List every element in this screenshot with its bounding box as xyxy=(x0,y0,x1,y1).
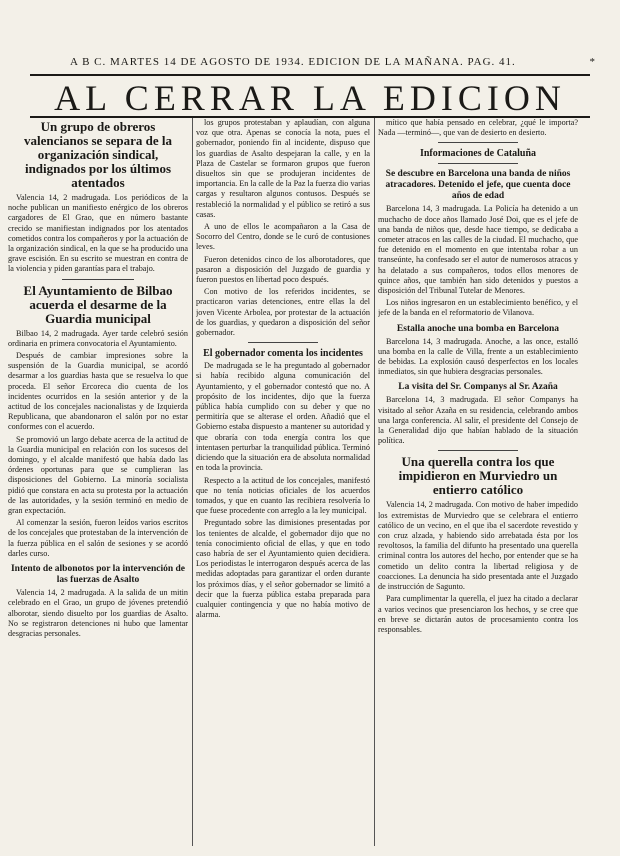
article-paragraph: Preguntado sobre las dimisiones presentadas por los tenientes de alcalde, el gobernador dijo que no tenía conocimiento oficial de ellas, y que en todo caso habría de ser el Ayuntamiento quien decidiera. Los periodistas le interrogaron después acerca de las medidas adoptadas para garantizar el orden durante los próximos días, y el señor gobernador se limitó a decir que la fuerza pública estaba preparada para cualquier contingencia y que no había motivo de alarma. xyxy=(196,518,370,620)
headline-bomb: Estalla anoche una bomba en Barcelona xyxy=(396,323,560,334)
page-banner: AL CERRAR LA EDICION xyxy=(54,78,566,118)
article-paragraph: Valencia 14, 2 madrugada. Con motivo de haber impedido los extremistas de Murviedro que se celebrara el entierro católico de un vecino, en el que iba el sacerdote revestido y con cruz alzada, y habiendo sido arrebatada ésta por los revoltosos, la familia del difunto ha presentado una querella criminal contra los autores del hecho, por entender que se ha cometido un delito contra la libertad religiosa y de coacciones. La denuncia ha sido presentada ante el Juzgado de instrucción de Sagunto. xyxy=(378,500,578,592)
separator xyxy=(438,450,518,451)
running-head-text: A B C. MARTES 14 DE AGOSTO DE 1934. EDICION DE LA MAÑANA. PAG. 41. xyxy=(70,56,516,68)
section-header-cataluna: Informaciones de Cataluña xyxy=(419,148,537,160)
separator xyxy=(62,279,134,280)
column-divider-1 xyxy=(192,118,193,846)
headline-bilbao-council: El Ayuntamiento de Bilbao acuerda el desarme de la Guardia municipal xyxy=(23,282,173,326)
article-paragraph: mítico que había pensado en celebrar, ¿qué le importa? Nada —terminó—, que van de desierto en desierto. xyxy=(378,118,578,138)
article-paragraph: Valencia 14, 2 madrugada. Los periódicos de la noche publican un manifiesto enérgico de los obreros cargadores de El Grao, que en número bastante crecido se manifiestan indignados por los atentados cometidos contra los compañeros y por la actuación de la organización sindical, en la que se ha producido una grave escisión. En su escrito se muestran en contra de la violencia y piden garantías para el trabajo. xyxy=(8,193,188,274)
column-3 xyxy=(378,118,578,850)
running-head xyxy=(70,56,596,68)
article-paragraph: Barcelona 14, 3 madrugada. El señor Companys ha visitado al señor Azaña en su residencia, celebrando ambos una larga conferencia. Al salir, el presidente del Consejo de la Generalidad dijo que habían hablado de la situación política. xyxy=(378,395,578,446)
headline-governor-comments: El gobernador comenta los incidentes xyxy=(203,348,363,360)
article-paragraph: Se promovió un largo debate acerca de la actitud de la Guardia municipal en relación con los sucesos del domingo, y el alcalde manifestó que había dado las órdenes oportunas para que se cumplieran las disposiciones del Gobierno. La minoría socialista pidió que constara en acta su protesta por la actuación de las autoridades, y la sesión terminó en medio de gran expectación. xyxy=(8,434,188,516)
corner-mark: * xyxy=(589,56,596,68)
article-paragraph: Para cumplimentar la querella, el juez ha citado a declarar a varios vecinos que presenciaron los hechos, y se cree que en breve se dictarán autos de procesamiento contra los responsables. xyxy=(378,594,578,634)
article-paragraph: A uno de ellos le acompañaron a la Casa de Socorro del Centro, donde se le curó de contusiones leves. xyxy=(196,222,370,252)
article-paragraph: Barcelona 14, 3 madrugada. La Policía ha detenido a un muchacho de doce años llamado José Doi, que es el jefe de una banda de niños que, desde hace tiempo, se dedicaba a cometer atracos en las calles de la ciudad. El muchacho, que fue detenido en el momento en que intentaba robar a un transeúnte, ha confesado ser el autor de numerosos atracos y ha delatado a sus compañeros, todos ellos menores de quince años, que también han sido detenidos y puestos a disposición del Tribunal Tutelar de Menores. xyxy=(378,204,578,296)
article-paragraph: Respecto a la actitud de los concejales, manifestó que no tenía noticias oficiales de los acuerdos tomados, y que en cuanto las recibiera resolvería lo que fuese procedente con arreglo a la ley municipal. xyxy=(196,475,370,516)
headline-child-gang: Se descubre en Barcelona una banda de niños atracadores. Detenido el jefe, que cuenta doce años de edad xyxy=(385,169,571,202)
article-paragraph: Fueron detenidos cinco de los alborotadores, que pasaron a disposición del Juzgado de guardia y fueron puestos en libertad poco después. xyxy=(196,254,370,285)
article-paragraph: Los niños ingresaron en un establecimiento benéfico, y el jefe de la banda en el reformatorio de Vilanova. xyxy=(378,298,578,318)
article-paragraph: Después de cambiar impresiones sobre la suspensión de la Guardia municipal, se acordó desarmar a los guardias hasta que se resuelva lo que proceda. El señor Ercoreca dio cuenta de los incidentes ocurridos en la sesión anterior y de la actitud de los concejales nacionalistas y de Izquierda Republicana, que abandonaron el salón por no estar conformes con el acuerdo. xyxy=(8,351,188,432)
headline-companys-azana: La visita del Sr. Companys al Sr. Azaña xyxy=(398,382,558,393)
article-paragraph: Con motivo de los referidos incidentes, se practicaron varias detenciones, entre ellas la del joven Vicente Arbolea, por protestar de la actuación de los guardias, y quedaron a disposición del señor gobernador. xyxy=(196,287,370,338)
article-paragraph: Al comenzar la sesión, fueron leídos varios escritos de los concejales que protestaban de la intervención de la fuerza pública en el salón de sesiones y se acordó darles curso. xyxy=(8,518,188,558)
article-paragraph: los grupos protestaban y aplaudían, con alguna voz que otra. Apenas se conocía la nota, pues el gobernador, poniendo fin al incidente, dispuso que los guardias de Asalto despejaran la calle, y en la Plaza de Castelar se formaron grupos que fueron disueltos sin que se produjeran incidentes de importancia. En la calle de la Paz la fuerza dio varias cargas y resultaron algunos contusos. Después se restableció la normalidad y el público se retiró a sus casas. xyxy=(196,118,370,219)
headline-valencia-workers: Un grupo de obreros valencianos se separa de la organización sindical, indignados por los últimos atentados xyxy=(23,119,173,190)
headline-murviedro-lawsuit: Una querella contra los que impidieron en Murviedro un entierro católico xyxy=(398,454,558,498)
column-1 xyxy=(8,118,188,850)
separator xyxy=(248,342,318,343)
article-paragraph: Bilbao 14, 2 madrugada. Ayer tarde celebró sesión ordinaria en primera convocatoria el Ayuntamiento. xyxy=(8,328,188,348)
article-paragraph: Valencia 14, 2 madrugada. A la salida de un mitin celebrado en el Grao, un grupo de jóvenes pretendió alborotar, siendo disuelto por los guardias de Asalto. No se registraron detenciones ni hubo que lamentar desgracias personales. xyxy=(8,588,188,638)
subheadline-assault-forces: Intento de albonotos por la intervención de las fuerzas de Asalto xyxy=(10,564,185,586)
article-paragraph: Barcelona 14, 3 madrugada. Anoche, a las once, estalló una bomba en la calle de Villa, frente a un establecimiento de bebidas. La explosión causó desperfectos en los locales inmediatos, sin que hubiera desgracias personales. xyxy=(378,336,578,377)
separator xyxy=(438,142,518,143)
column-divider-2 xyxy=(374,118,375,846)
separator xyxy=(438,163,518,164)
top-rule xyxy=(30,74,590,76)
article-paragraph: De madrugada se le ha preguntado al gobernador si había recibido alguna comunicación del Ayuntamiento, y el gobernador contestó que no. A propósito de los incidentes, dijo que la fuerza pública había cumplido con su deber y que no permitiría que se alterase el orden. Añadió que el Gobierno estaba dispuesto a mantener su autoridad y que obraría con toda energía contra los que intentasen perturbar la tranquilidad pública. Terminó diciendo que la situación era de absoluta normalidad en toda la provincia. xyxy=(196,361,370,473)
column-2 xyxy=(196,118,370,850)
